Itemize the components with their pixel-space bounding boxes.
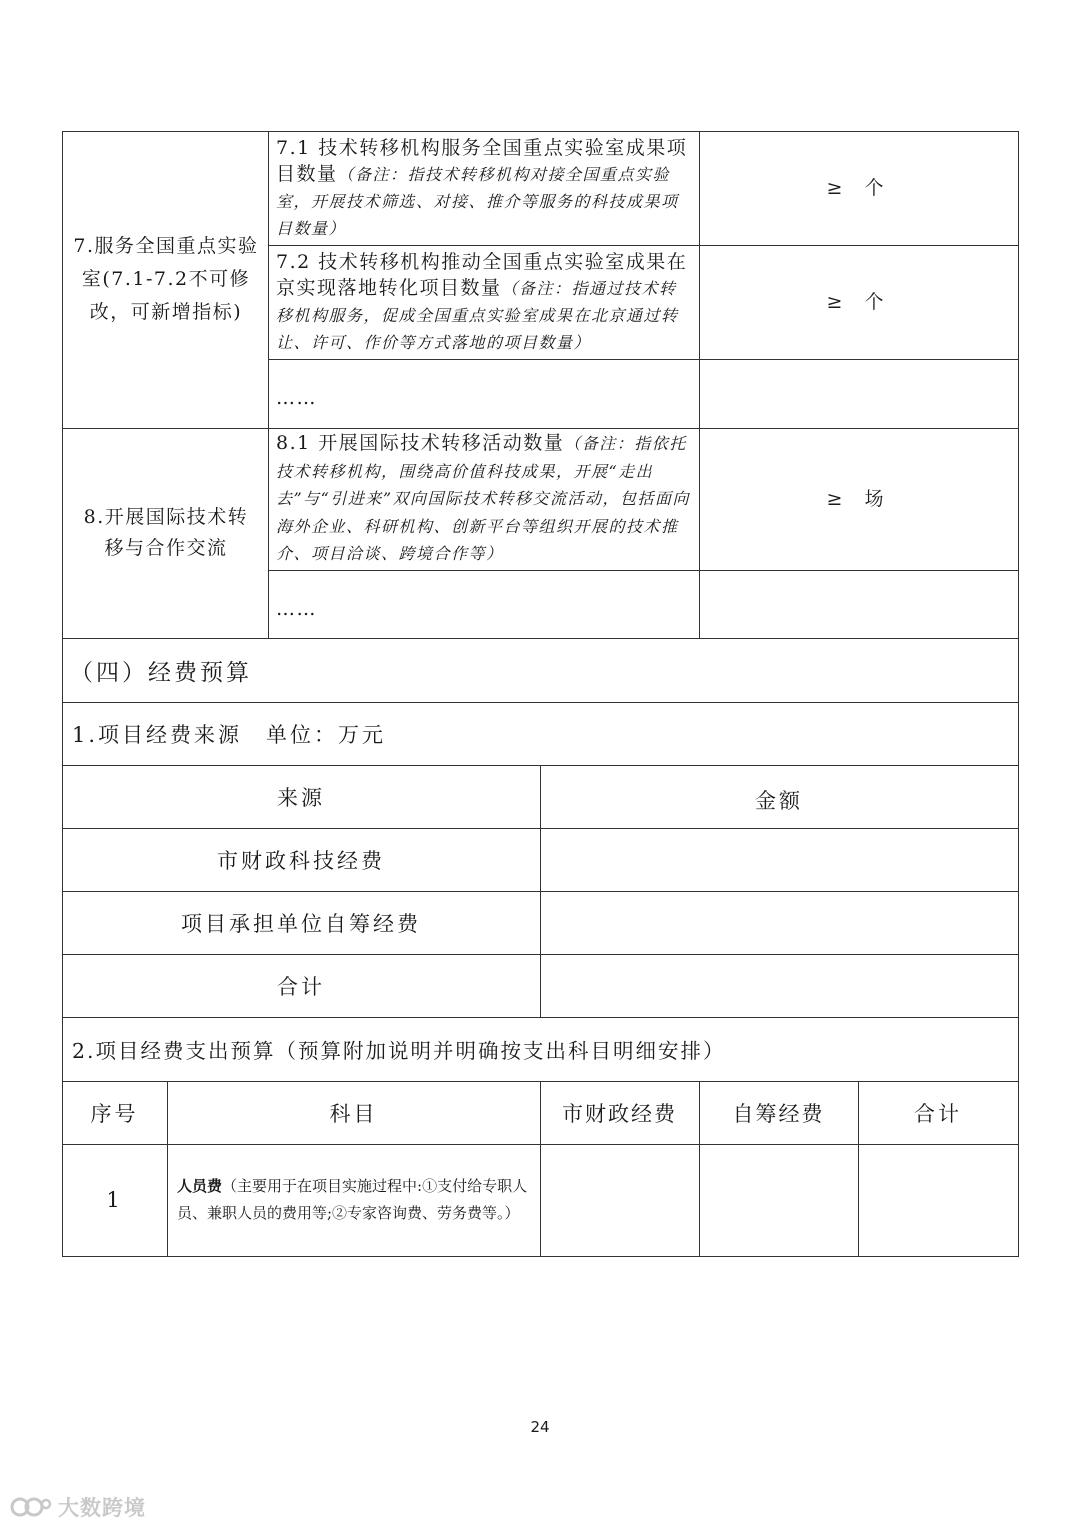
expense-col-total bbox=[858, 1081, 1018, 1144]
source-row-self-fund-text: 项目承担单位自筹经费 bbox=[181, 911, 421, 936]
row7-item2 bbox=[276, 245, 694, 359]
row8-label bbox=[66, 428, 266, 638]
source-row-total-amount[interactable] bbox=[540, 954, 1018, 1017]
row7-item2-value bbox=[700, 245, 1018, 359]
source-row-self-fund bbox=[62, 891, 540, 954]
expense-row-1-title: 人员费 bbox=[177, 1177, 223, 1195]
expense-row-1-subject bbox=[177, 1144, 535, 1256]
source-row-city-fund bbox=[62, 828, 540, 891]
watermark-logo-icon bbox=[10, 1495, 54, 1519]
row7-label bbox=[66, 131, 266, 428]
expense-col-subject bbox=[167, 1081, 540, 1144]
row7-item1-value bbox=[700, 131, 1018, 245]
source-row-total bbox=[62, 954, 540, 1017]
row7-ellipsis bbox=[276, 359, 694, 428]
row7-item2-text: 7.2 技术转移机构推动全国重点实验室成果在京实现落地转化项目数量 bbox=[276, 250, 688, 299]
row7-item2-value-text: ≥ 个 bbox=[826, 290, 892, 313]
expense-row-1-no bbox=[62, 1144, 167, 1256]
expense-col-city-text: 市财政经费 bbox=[562, 1101, 677, 1126]
col-amount-text: 金额 bbox=[755, 788, 803, 813]
expense-heading bbox=[72, 1017, 1016, 1081]
row7-ellipsis-text: …… bbox=[276, 387, 317, 409]
row8-label-text: 8.开展国际技术转移与合作交流 bbox=[83, 506, 249, 559]
row8-item1-value bbox=[700, 428, 1018, 570]
watermark-text: 大数跨境 bbox=[58, 1496, 146, 1520]
row8-item1-text: 8.1 开展国际技术转移活动数量 bbox=[276, 432, 565, 455]
row7-item2-note: （备注：指通过技术转移机构服务，促成全国重点实验室成果在北京通过转让、许可、作价等方式落地的项目数量） bbox=[276, 278, 679, 352]
row7-label-text: 7.服务全国重点实验室(7.1-7.2不可修改，可新增指标) bbox=[73, 235, 259, 323]
section4-title-text: （四）经费预算 bbox=[70, 659, 252, 686]
expense-heading-text: 2.项目经费支出预算（预算附加说明并明确按支出科目明细安排） bbox=[72, 1039, 726, 1063]
col-source-header bbox=[62, 765, 540, 828]
expense-col-no-text: 序号 bbox=[90, 1101, 139, 1126]
expense-row-1-no-text: 1 bbox=[106, 1188, 123, 1212]
watermark bbox=[10, 1492, 146, 1522]
expense-col-city bbox=[540, 1081, 699, 1144]
expense-row-1-desc: （主要用于在项目实施过程中:①支付给专职人员、兼职人员的费用等;②专家咨询费、劳务费等。） bbox=[177, 1177, 528, 1222]
row8-item1-value-text: ≥ 场 bbox=[826, 487, 892, 510]
section4-title bbox=[70, 638, 1010, 702]
source-row-city-fund-amount[interactable] bbox=[540, 828, 1018, 891]
row7-item1-note: （备注：指技术转移机构对接全国重点实验室，开展技术筛选、对接、推介等服务的科技成果项目数量） bbox=[276, 164, 679, 238]
row7-item1-text: 7.1 技术转移机构服务全国重点实验室成果项目数量 bbox=[276, 136, 688, 185]
page-number-text: 24 bbox=[530, 1418, 550, 1436]
expense-col-self bbox=[699, 1081, 858, 1144]
row8-item1 bbox=[276, 428, 694, 570]
expense-row-1-city[interactable] bbox=[540, 1144, 699, 1256]
expense-row-1-total[interactable] bbox=[858, 1144, 1018, 1256]
row8-ellipsis-text: …… bbox=[276, 597, 317, 620]
col-source-text: 来源 bbox=[277, 785, 325, 810]
expense-row-1-self[interactable] bbox=[699, 1144, 858, 1256]
expense-col-self-text: 自筹经费 bbox=[732, 1101, 825, 1126]
row7-item1-value-text: ≥ 个 bbox=[826, 176, 892, 199]
row7-item1 bbox=[276, 131, 694, 245]
expense-col-total-text: 合计 bbox=[914, 1101, 962, 1126]
row8-ellipsis bbox=[276, 570, 694, 638]
source-heading-text: 1.项目经费来源 单位：万元 bbox=[72, 722, 387, 747]
page-number bbox=[0, 1418, 1080, 1436]
source-row-city-fund-text: 市财政科技经费 bbox=[217, 848, 385, 873]
source-row-self-fund-amount[interactable] bbox=[540, 891, 1018, 954]
col-amount-header bbox=[540, 765, 1018, 828]
source-row-total-text: 合计 bbox=[277, 974, 325, 999]
expense-col-subject-text: 科目 bbox=[329, 1101, 378, 1126]
expense-col-no bbox=[62, 1081, 167, 1144]
source-heading bbox=[72, 702, 1012, 765]
row8-item1-note: （备注：指依托技术转移机构，围绕高价值科技成果，开展“走出去”与“引进来”双向国际技术转移交流活动，包括面向海外企业、科研机构、创新平台等组织开展的技术推介、项目洽谈、跨境合作等） bbox=[276, 434, 691, 564]
